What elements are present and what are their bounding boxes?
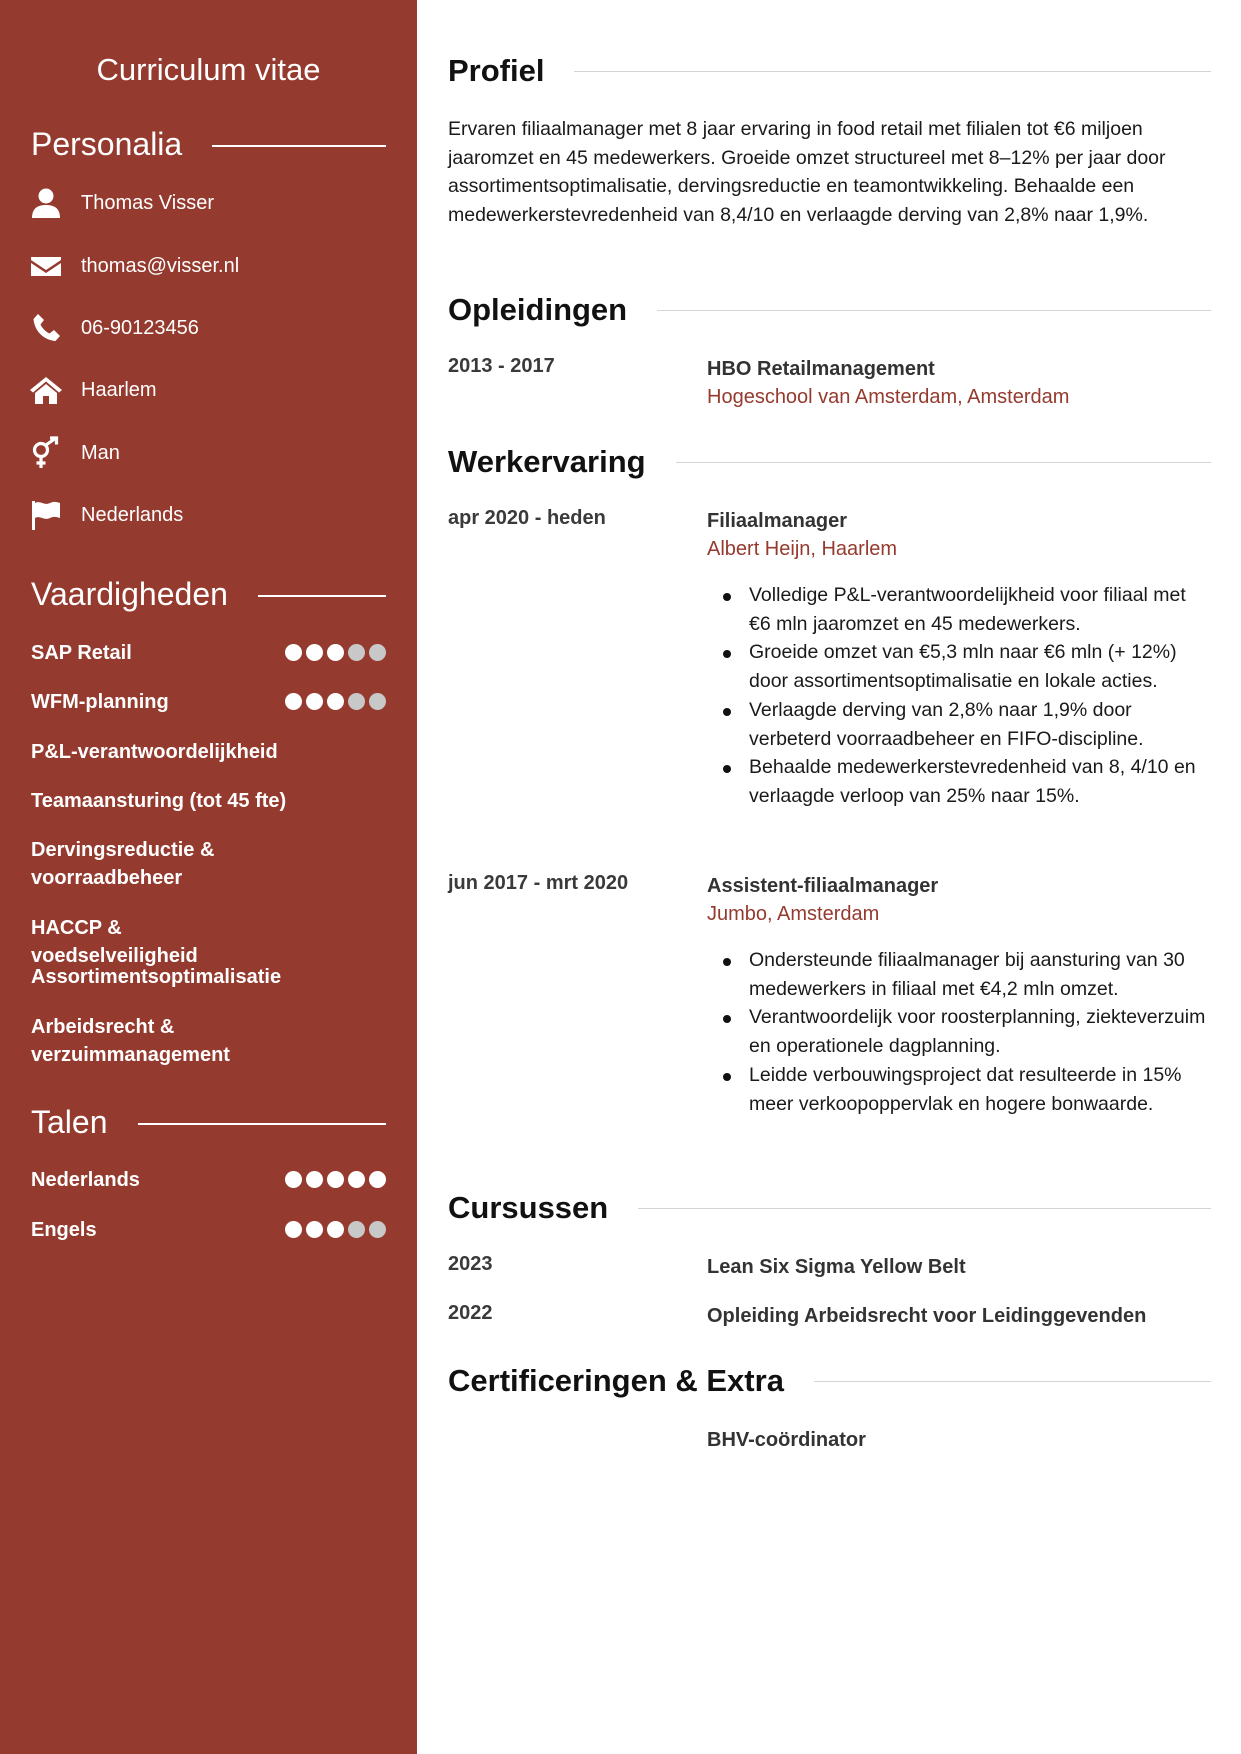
languages-heading-text: Talen [31,1104,108,1140]
cv-title: Curriculum vitae [96,52,321,87]
certification-title: BHV-coördinator [707,1429,866,1451]
contact-city-text: Haarlem [81,378,157,401]
course-title: Opleiding Arbeidsrecht voor Leidinggevenden [707,1305,1147,1327]
list-item: Groeide omzet van €5,3 mln naar €6 mln (+ 12%) door assortimentsoptimalisatie en lokale acties. [707,638,1207,695]
contact-gender-text: Man [81,441,120,464]
contact-email[interactable] [28,248,388,284]
course-content [707,1302,1207,1330]
skill-rating [285,693,386,710]
gender-icon [28,435,64,471]
skill-item [31,639,386,667]
home-icon [28,372,64,408]
personalia-heading-text: Personalia [31,126,183,162]
course-date: 2022 [448,1302,493,1324]
rating-dot-filled [306,1221,323,1238]
contact-gender [28,435,388,471]
list-item: Volledige P&L-verantwoordelijkheid voor filiaal met €6 mln jaaromzet en 45 medewerkers. [707,581,1207,638]
contact-phone[interactable] [28,310,388,346]
skill-name: Dervingsreductie & voorraadbeheer [31,839,215,889]
rating-dot-filled [306,1171,323,1188]
skill-item [31,963,386,991]
work-content [707,872,1207,1118]
work-heading [448,444,1211,480]
skill-item [31,738,386,766]
education-institution: Hogeschool van Amsterdam, Amsterdam [707,386,1070,408]
certification-content [707,1426,1207,1454]
rating-dot-empty [369,1221,386,1238]
contact-city [28,372,388,408]
skill-item [31,914,386,970]
courses-heading-text: Cursussen [448,1190,609,1225]
rating-dot-empty [369,644,386,661]
skill-name: P&L-verantwoordelijkheid [31,741,278,763]
contact-nationality [28,497,388,533]
skill-item [31,1013,386,1069]
rating-dot-empty [348,644,365,661]
list-item: Verlaagde derving van 2,8% naar 1,9% door verbeterd voorraadbeheer en FIFO-discipline. [707,696,1207,753]
heading-divider [814,1381,1211,1382]
contact-name [28,185,388,221]
work-date: apr 2020 - heden [448,507,606,529]
rating-dot-filled [369,1171,386,1188]
list-item: Ondersteunde filiaalmanager bij aansturing van 30 medewerkers in filiaal met €4,2 mln omzet. [707,946,1207,1003]
skill-name: Assortimentsoptimalisatie [31,966,282,988]
work-company: Albert Heijn, Haarlem [707,538,898,560]
contact-name-text: Thomas Visser [81,191,215,214]
profile-heading [448,53,1211,89]
sidebar [0,0,417,1754]
profile-heading-text: Profiel [448,53,545,88]
rating-dot-filled [327,644,344,661]
heading-divider [638,1208,1211,1209]
profile-text: Ervaren filiaalmanager met 8 jaar ervaring in food retail met filialen tot €6 miljoen jaaromzet en 45 medewerkers. Groeide omzet structureel met 8–12% per jaar door assortimentsoptimalisatie, dervingsreductie en teamontwikkeling. Behaalde een medewerkerstevredenheid van 8,4/10 en verlaagde derving van 2,8% naar 1,9%. [448,118,1166,226]
certifications-heading-text: Certificeringen & Extra [448,1363,784,1398]
work-company: Jumbo, Amsterdam [707,903,880,925]
language-item [31,1166,386,1194]
heading-divider [657,310,1211,311]
rating-dot-filled [285,693,302,710]
heading-divider [574,71,1211,72]
skills-heading [31,576,386,613]
skill-name: Arbeidsrecht & verzuimmanagement [31,1016,230,1066]
languages-heading [31,1104,386,1141]
list-item: Behaalde medewerkerstevredenheid van 8, 4/10 en verlaagde verloop van 25% naar 15%. [707,753,1207,810]
work-title: Filiaalmanager [707,510,848,532]
rating-dot-filled [285,1221,302,1238]
work-bullets [707,581,1207,811]
mail-icon [28,248,64,284]
skills-heading-text: Vaardigheden [31,576,228,612]
rating-dot-empty [348,693,365,710]
work-title: Assistent-filiaalmanager [707,875,939,897]
phone-icon [28,310,64,346]
list-item: Leidde verbouwingsproject dat resulteerde in 15% meer verkoopoppervlak en hogere bonwaarde. [707,1061,1207,1118]
education-heading [448,292,1211,328]
rating-dot-filled [306,644,323,661]
skill-item [31,836,386,892]
skill-name: WFM-planning [31,691,169,713]
skill-name: SAP Retail [31,642,132,664]
certifications-heading [448,1363,1211,1399]
contact-phone-text[interactable]: 06-90123456 [81,316,199,339]
language-item [31,1216,386,1244]
rating-dot-filled [327,1171,344,1188]
rating-dot-filled [285,1171,302,1188]
heading-divider [258,595,386,597]
rating-dot-filled [327,1221,344,1238]
education-title: HBO Retailmanagement [707,358,935,380]
course-date: 2023 [448,1253,493,1275]
flag-icon [28,497,64,533]
personalia-heading [31,126,386,163]
work-content [707,507,1207,811]
education-date: 2013 - 2017 [448,355,555,377]
rating-dot-empty [369,693,386,710]
courses-heading [448,1190,1211,1226]
course-content [707,1253,1207,1281]
education-heading-text: Opleidingen [448,292,628,327]
rating-dot-filled [285,644,302,661]
skill-item [31,787,386,815]
language-name: Engels [31,1219,97,1241]
language-name: Nederlands [31,1169,140,1191]
heading-divider [212,145,386,147]
rating-dot-filled [348,1171,365,1188]
rating-dot-empty [348,1221,365,1238]
skill-item [31,688,386,716]
work-heading-text: Werkervaring [448,444,646,479]
rating-dot-filled [306,693,323,710]
list-item: Verantwoordelijk voor roosterplanning, ziekteverzuim en operationele dagplanning. [707,1003,1207,1060]
contact-email-text[interactable]: thomas@visser.nl [81,254,240,277]
work-bullets [707,946,1207,1118]
main-content [417,0,1241,1754]
course-title: Lean Six Sigma Yellow Belt [707,1256,966,1278]
user-icon [28,185,64,221]
education-content [707,355,1207,411]
work-date: jun 2017 - mrt 2020 [448,872,629,894]
heading-divider [676,462,1211,463]
language-rating [285,1221,386,1238]
contact-nationality-text: Nederlands [81,503,184,526]
rating-dot-filled [327,693,344,710]
skill-name: Teamaansturing (tot 45 fte) [31,790,287,812]
heading-divider [138,1123,387,1125]
skill-name: HACCP & voedselveiligheid [31,917,198,967]
skill-rating [285,644,386,661]
language-rating [285,1171,386,1188]
